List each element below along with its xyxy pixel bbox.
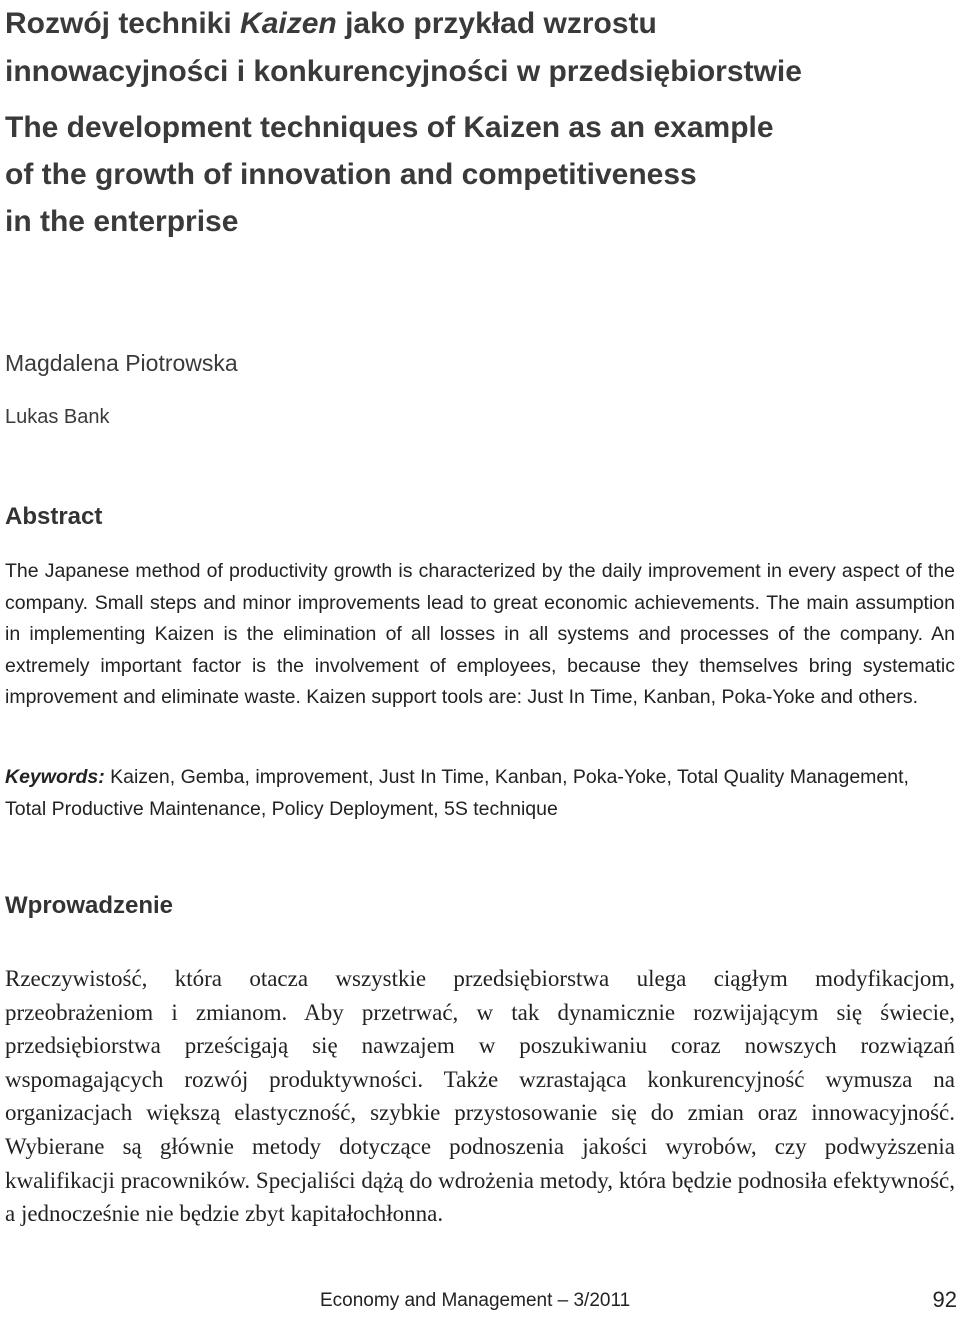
title-english-line2: of the growth of innovation and competitiveness bbox=[5, 158, 697, 191]
abstract-heading: Abstract bbox=[5, 503, 103, 530]
keywords-label: Keywords: bbox=[5, 766, 105, 788]
footer-journal: Economy and Management – 3/2011 bbox=[320, 1290, 631, 1311]
author-affiliation: Lukas Bank bbox=[5, 406, 110, 428]
title-polish-line1: Rozwój techniki Kaizen jako przykład wzrostu bbox=[5, 7, 657, 40]
keywords-text: Kaizen, Gemba, improvement, Just In Time, Kanban, Poka-Yoke, Total Quality Management, Total Productive Maintenance, Policy Deployment, 5S technique bbox=[5, 766, 909, 820]
title-polish bbox=[5, 0, 955, 96]
title-english bbox=[5, 104, 955, 245]
intro-text: Rzeczywistość, która otacza wszystkie przedsiębiorstwa ulega ciągłym modyfikacjom, przeobrażeniom i zmianom. Aby przetrwać, w tak dynamicznie rozwijającym się świecie, przedsiębiorstwa prześcigają się nawzajem w poszukiwaniu coraz nowszych rozwiązań wspomagających rozwój produktywności. Także wzrastająca konkurencyjność wymusza na organizacjach większą elastyczność, szybkie przystosowanie się do zmian oraz innowacyjność. Wybierane są głównie metody dotyczące podnoszenia jakości wyrobów, czy podwyższenia kwalifikacji pracowników. Specjaliści dążą do wdrożenia metody, która będzie podnosiła efektywność, a jednocześnie nie będzie zbyt kapitałochłonna. bbox=[5, 966, 955, 1227]
title-polish-line2: innowacyjności i konkurencyjności w przedsiębiorstwie bbox=[5, 55, 802, 88]
intro-heading: Wprowadzenie bbox=[5, 892, 174, 919]
page-number: 92 bbox=[932, 1287, 957, 1312]
author-name: Magdalena Piotrowska bbox=[5, 350, 238, 376]
abstract-text: The Japanese method of productivity growth is characterized by the daily improvement in every aspect of the company. Small steps and minor improvements lead to great economic achievements. The main assumption in implementing Kaizen is the elimination of all losses in all systems and processes of the company. An extremely important factor is the involvement of employees, because they themselves bring systematic improvement and eliminate waste. Kaizen support tools are: Just In Time, Kanban, Poka-Yoke and others. bbox=[5, 560, 955, 708]
title-english-line3: in the enterprise bbox=[5, 205, 239, 238]
title-english-line1: The development techniques of Kaizen as an example bbox=[5, 111, 774, 144]
keywords bbox=[5, 761, 955, 825]
